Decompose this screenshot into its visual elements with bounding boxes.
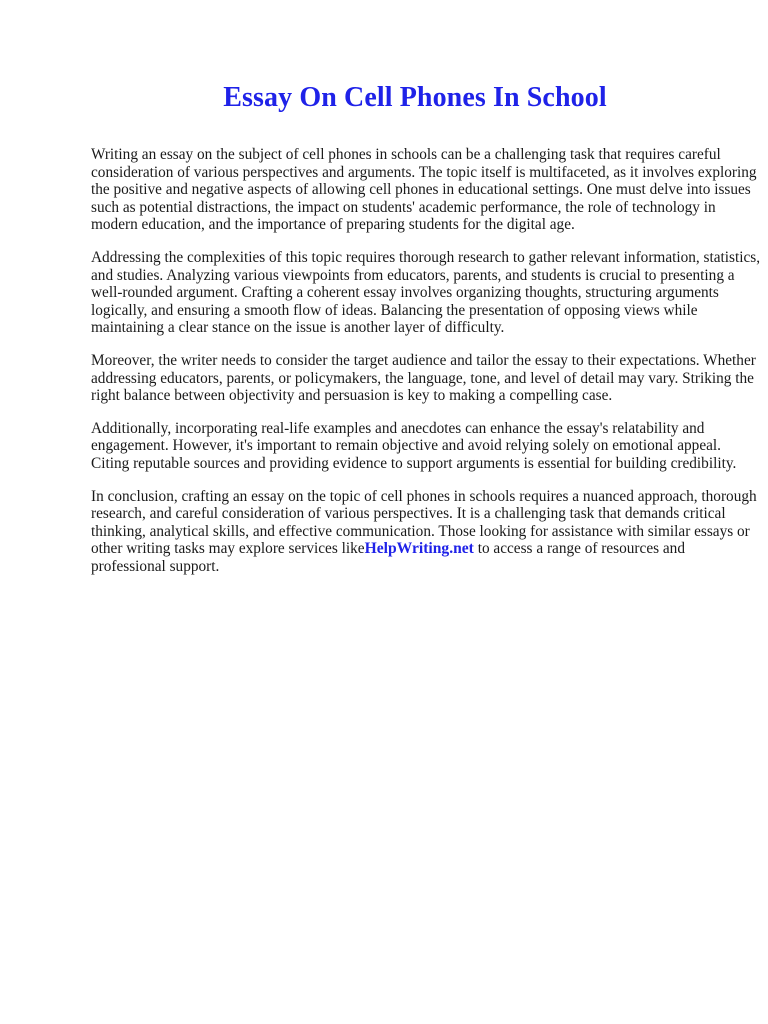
paragraph-intro: Writing an essay on the subject of cell phones in schools can be a challenging task that requires careful consideration of various perspectives and arguments. The topic itself is multifaceted, as it involves exploring the positive and negative aspects of allowing cell phones in educational settings. One must delve into issues such as potential distractions, the impact on students' academic performance, the role of technology in modern education, and the importance of preparing students for the digital age. bbox=[91, 146, 757, 234]
paragraph-examples: Additionally, incorporating real-life examples and anecdotes can enhance the essay's relatability and engagement. However, it's important to remain objective and avoid relying solely on emotional appeal. Citing reputable sources and providing evidence to support arguments is essential for building credibility. bbox=[91, 419, 737, 472]
conclusion-text-after-link: to access a range of resources and professional support. bbox=[91, 540, 685, 575]
conclusion-text-before-link: In conclusion, crafting an essay on the topic of cell phones in schools requires a nuanced approach, thorough research, and careful consideration of various perspectives. It is a challenging task that demands critical thinking, analytical skills, and effective communication. Those looking for assistance with similar essays or other writing tasks may explore services like bbox=[91, 487, 757, 558]
helpwriting-link[interactable]: HelpWriting.net bbox=[364, 540, 474, 558]
paragraph-complexities: Addressing the complexities of this topic requires thorough research to gather relevant information, statistics, and studies. Analyzing various viewpoints from educators, parents, and students is crucial to presenting a well-rounded argument. Crafting a coherent essay involves organizing thoughts, structuring arguments logically, and ensuring a smooth flow of ideas. Balancing the presentation of opposing views while maintaining a clear stance on the issue is another layer of difficulty. bbox=[91, 248, 761, 337]
paragraph-conclusion bbox=[91, 488, 761, 576]
document-title: Essay On Cell Phones In School bbox=[223, 82, 607, 113]
paragraph-audience: Moreover, the writer needs to consider the target audience and tailor the essay to their expectations. Whether addressing educators, parents, or policymakers, the language, tone, and level of detail may vary. Striking the right balance between objectivity and persuasion is key to making a compelling case. bbox=[91, 351, 756, 405]
document-body bbox=[91, 146, 761, 575]
